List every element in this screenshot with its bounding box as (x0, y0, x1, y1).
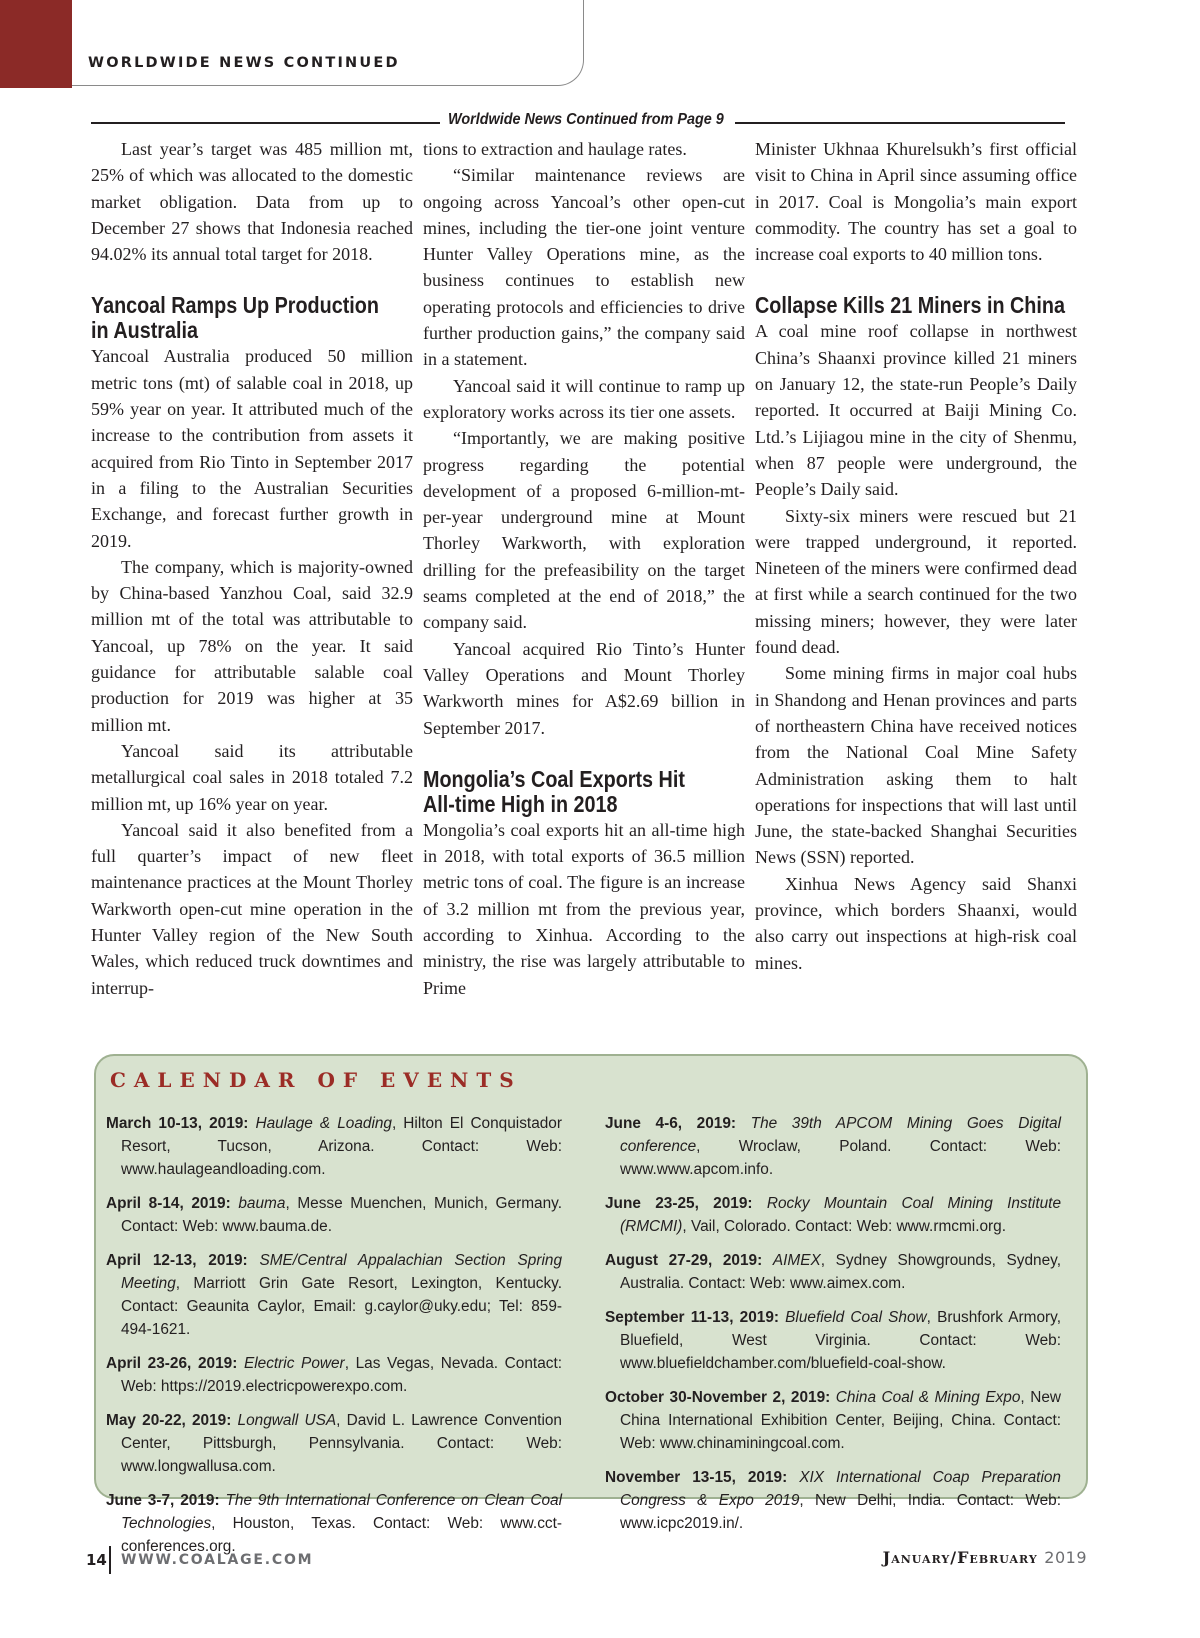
article-headline: Mongolia’s Coal Exports Hit (423, 765, 685, 792)
event-name: AIMEX (772, 1252, 821, 1269)
calendar-event (106, 1489, 562, 1558)
event-name: Bluefield Coal Show (785, 1309, 927, 1326)
event-spacer (605, 1535, 1061, 1546)
continued-rule-left (91, 122, 440, 124)
event-name: The 9th International Conference on Clean Coal Technologies (121, 1492, 562, 1532)
article-column-3 (755, 136, 1077, 976)
event-spacer (106, 1341, 562, 1352)
article-paragraph: The company, which is majority-owned by China-based Yanzhou Coal, said 32.9 million mt of the total was attributable to Yancoal, up 78% on the year. It said guidance for attributable salable coal production for 2019 was higher at 35 million mt. (91, 556, 413, 735)
event-spacer (106, 1478, 562, 1489)
calendar-event (605, 1466, 1061, 1535)
event-name: Haulage & Loading (255, 1115, 392, 1132)
section-title: WORLDWIDE NEWS CONTINUED (88, 55, 400, 71)
article-paragraph: Minister Ukhnaa Khurelsukh’s first official visit to China in April since assuming office in 2017. Coal is Mongolia’s main export commodity. The country has set a goal to increase coal exports to 40 million tons. (755, 139, 1077, 265)
article-paragraph: Xinhua News Agency said Shanxi province, which borders Shaanxi, would also carry out inspections at high-risk coal mines. (755, 873, 1077, 973)
event-date: June 23-25, 2019: (605, 1195, 753, 1212)
event-date: October 30-November 2, 2019: (605, 1389, 831, 1406)
event-date: August 27-29, 2019: (605, 1252, 763, 1269)
event-details: , Messe Muenchen, Munich, Germany. Contact: Web: www.bauma.de. (121, 1195, 562, 1235)
footer-year: 2019 (1044, 1548, 1087, 1567)
event-details: , Sydney Showgrounds, Sydney, Australia. Contact: Web: www.aimex.com. (620, 1252, 1062, 1292)
event-spacer (106, 1238, 562, 1249)
calendar-of-events-box (94, 1054, 1088, 1555)
footer-website-link[interactable]: WWW.COALAGE.COM (121, 1552, 314, 1568)
event-name: China Coal & Mining Expo (835, 1389, 1021, 1406)
section-spacer (91, 267, 413, 293)
event-date: September 11-13, 2019: (605, 1309, 780, 1326)
page-number: 14 (86, 1551, 107, 1569)
calendar-event (605, 1249, 1061, 1295)
event-details: , Wroclaw, Poland. Contact: Web: www.www.apcom.info. (620, 1138, 1061, 1178)
article-paragraph: Yancoal Australia produced 50 million metric tons (mt) of salable coal in 2018, up 59% year on year. It attributed much of the increase to the contribution from assets it acquired from Rio Tinto in September 2017 in a filing to the Australian Securities Exchange, and forecast further growth in 2019. (91, 346, 413, 551)
calendar-event (106, 1409, 562, 1478)
calendar-column-right (605, 1112, 1061, 1546)
section-spacer (755, 267, 1077, 293)
event-name: SME/Central Appalachian Section Spring Meeting (121, 1252, 562, 1292)
article-paragraph: Mongolia’s coal exports hit an all-time high in 2018, with total exports of 36.5 million metric tons of coal. The figure is an increase of 3.2 million mt from the previous year, according to Xinhua. According to the ministry, the rise was largely attributable to Prime (423, 819, 745, 998)
article-paragraph: Last year’s target was 485 million mt, 25% of which was allocated to the domestic market obligation. Data from up to December 27 shows that Indonesia reached 94.02% its annual total target for 2018. (91, 139, 413, 265)
event-details: , Brushfork Armory, Bluefield, West Virginia. Contact: Web: www.bluefieldchamber.com/bluefield-coal-show. (620, 1309, 1061, 1372)
event-name: Rocky Mountain Coal Mining Institute (RMCMI) (620, 1195, 1061, 1235)
calendar-title: CALENDAR OF EVENTS (110, 1068, 522, 1092)
event-details: , New Delhi, India. Contact: Web: www.icpc2019.in/. (620, 1492, 1062, 1532)
event-name: Electric Power (243, 1355, 345, 1372)
event-date: April 8-14, 2019: (106, 1195, 231, 1212)
calendar-event (106, 1352, 562, 1398)
calendar-event (106, 1192, 562, 1238)
event-details: , Las Vegas, Nevada. Contact: Web: https://2019.electricpowerexpo.com. (121, 1355, 563, 1395)
article-paragraph: Some mining firms in major coal hubs in Shandong and Henan provinces and parts of northeastern China have received notices from the National Coal Mine Safety Administration asking them to halt operations for inspections that will last until June, the state-backed Shanghai Securities News (SSN) reported. (755, 663, 1077, 868)
event-details: , New China International Exhibition Center, Beijing, China. Contact: Web: www.chinaminingcoal.com. (620, 1389, 1062, 1452)
event-spacer (605, 1375, 1061, 1386)
calendar-event (605, 1306, 1061, 1375)
event-date: November 13-15, 2019: (605, 1469, 788, 1486)
event-name: The 39th APCOM Mining Goes Digital conference (620, 1115, 1061, 1155)
article-paragraph: Yancoal said it also benefited from a full quarter’s impact of new fleet maintenance practices at the Mount Thorley Warkworth open-cut mine operation in the Hunter Valley region of the New South Wales, which reduced truck downtimes and interrup- (91, 819, 413, 998)
article-column-1 (91, 136, 413, 1001)
event-name: bauma (238, 1195, 286, 1212)
calendar-event (605, 1386, 1061, 1455)
event-spacer (605, 1455, 1061, 1466)
event-spacer (605, 1238, 1061, 1249)
event-details: , David L. Lawrence Convention Center, Pittsburgh, Pennsylvania. Contact: Web: www.longwallusa.com. (121, 1412, 562, 1475)
event-date: June 3-7, 2019: (106, 1492, 220, 1509)
article-paragraph: “Similar maintenance reviews are ongoing across Yancoal’s other open-cut mines, including the tier-one joint venture Hunter Valley Operations mine, as the business continues to establish new operating protocols and efficiencies to drive further production gains,” the company said in a statement. (423, 165, 745, 370)
calendar-event (106, 1112, 562, 1181)
article-headline: All-time High in 2018 (423, 790, 618, 817)
event-spacer (605, 1181, 1061, 1192)
event-date: June 4-6, 2019: (605, 1115, 737, 1132)
calendar-event (605, 1192, 1061, 1238)
event-name: XIX International Coap Preparation Congress & Expo 2019 (620, 1469, 1061, 1509)
calendar-column-left (106, 1112, 562, 1569)
event-date: April 23-26, 2019: (106, 1355, 238, 1372)
footer-divider (109, 1546, 111, 1574)
article-headline: Collapse Kills 21 Miners in China (755, 292, 1065, 319)
article-paragraph: Yancoal acquired Rio Tinto’s Hunter Valley Operations and Mount Thorley Warkworth mines for A$2.69 billion in September 2017. (423, 638, 745, 738)
article-paragraph: Yancoal said it will continue to ramp up exploratory works across its tier one assets. (423, 375, 745, 422)
continued-rule-right (735, 122, 1065, 124)
event-details: , Vail, Colorado. Contact: Web: www.rmcmi.org. (682, 1218, 1006, 1235)
continued-label: Worldwide News Continued from Page 9 (448, 111, 724, 128)
calendar-event (605, 1112, 1061, 1181)
event-spacer (605, 1295, 1061, 1306)
event-details: , Hilton El Conquistador Resort, Tucson, Arizona. Contact: Web: www.haulageandloading.com. (121, 1115, 562, 1178)
calendar-event (106, 1249, 562, 1341)
event-details: , Houston, Texas. Contact: Web: www.cct-conferences.org. (121, 1515, 562, 1555)
article-headline: Yancoal Ramps Up Production (91, 292, 379, 319)
article-paragraph: Sixty-six miners were rescued but 21 were trapped underground, it reported. Nineteen of the miners were confirmed dead at first while a search continued for the two missing miners; however, they were later found dead. (755, 505, 1077, 658)
event-name: Longwall USA (237, 1412, 337, 1429)
section-spacer (423, 741, 745, 767)
event-date: April 12-13, 2019: (106, 1252, 248, 1269)
article-paragraph: “Importantly, we are making positive progress regarding the potential development of a proposed 6-million-mt-per-year underground mine at Mount Thorley Warkworth, with exploration drilling for the prefeasibility on the target seams completed at the end of 2018,” the company said. (423, 428, 745, 633)
article-column-2 (423, 136, 745, 1001)
event-date: May 20-22, 2019: (106, 1412, 232, 1429)
article-paragraph: Yancoal said its attributable metallurgical coal sales in 2018 totaled 7.2 million mt, up 16% year on year. (91, 740, 413, 814)
article-paragraph: tions to extraction and haulage rates. (423, 139, 687, 159)
footer-issue-date (883, 1548, 1087, 1567)
article-headline: in Australia (91, 317, 198, 344)
article-paragraph: A coal mine roof collapse in northwest China’s Shaanxi province killed 21 miners on January 12, the state-run People’s Daily reported. It occurred at Baiji Mining Co. Ltd.’s Lijiagou mine in the city of Shenmu, when 87 people were underground, the People’s Daily said. (755, 321, 1077, 500)
event-details: , Marriott Grin Gate Resort, Lexington, Kentucky. Contact: Geaunita Caylor, Email: g.caylor@uky.edu; Tel: 859-494-1621. (121, 1275, 562, 1338)
event-spacer (106, 1181, 562, 1192)
footer-issue: January/February (882, 1548, 1038, 1567)
section-color-tab (0, 0, 72, 88)
event-date: March 10-13, 2019: (106, 1115, 249, 1132)
event-spacer (106, 1398, 562, 1409)
section-header-frame (72, 0, 584, 86)
